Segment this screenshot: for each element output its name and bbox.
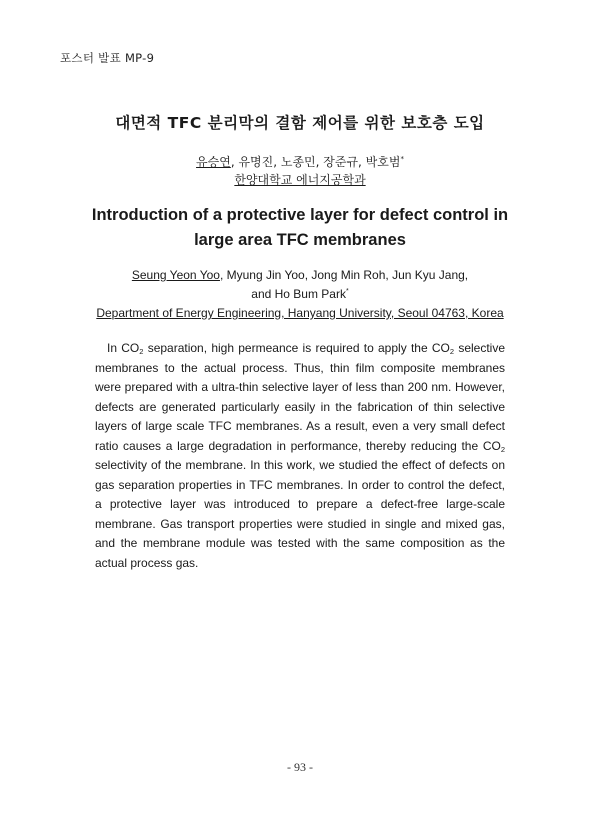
korean-presenting-author: 유승연: [196, 155, 231, 169]
english-author-line-2: [0, 285, 600, 304]
korean-coauthors: , 유명진, 노종민, 장준규, 박호범: [230, 155, 401, 169]
korean-affiliation: [0, 171, 600, 189]
abstract-text-4: selectivity of the membrane. In this work, we studied the effect of defects on gas separation properties in TFC membranes. In order to control the defect, a protective layer was introduced to prepare a defect-free large-scale membrane. Gas transport properties were studied in single and mixed gas, and the membrane module was tested with the same composition as the actual process gas.: [95, 458, 505, 570]
korean-corresponding-mark: *: [400, 155, 404, 163]
english-title-line-2: large area TFC membranes: [194, 231, 406, 249]
english-title: [0, 203, 600, 253]
korean-authors-block: [0, 153, 600, 189]
english-corresponding-mark: *: [345, 288, 349, 295]
english-affiliation-text: Department of Energy Engineering, Hanyang University, Seoul 04763, Korea: [96, 306, 504, 320]
page-number: - 93 -: [287, 760, 313, 774]
english-authors-block: [0, 266, 600, 323]
abstract-text-3: selective membranes to the actual process. Thus, thin film composite membranes were prepared with a ultra-thin selective layer of less than 200 nm. However, defects are generated particularly easily in the fabrication of thin selective layers of large scale TFC membranes. As a result, even a very small defect ratio causes a large degradation in performance, thereby reducing the CO: [95, 341, 506, 453]
english-author-line-1: [0, 266, 600, 285]
korean-title: 대면적 TFC 분리막의 결함 제어를 위한 보호층 도입: [115, 114, 485, 132]
english-title-line-1: Introduction of a protective layer for defect control in: [91, 206, 509, 224]
session-tag: 포스터 발표 MP-9: [60, 51, 155, 65]
korean-affiliation-text: 한양대학교 에너지공학과: [234, 173, 366, 187]
abstract-text-1: In CO: [107, 341, 140, 355]
english-coauthors-1: , Myung Jin Yoo, Jong Min Roh, Jun Kyu Jang,: [219, 268, 469, 282]
co2-subscript: 2: [449, 347, 455, 356]
co2-subscript: 2: [139, 347, 144, 356]
english-coauthors-2: and Ho Bum Park: [251, 287, 346, 301]
korean-author-line: [0, 153, 600, 171]
abstract: [95, 339, 505, 573]
english-presenting-author: Seung Yeon Yoo: [131, 268, 220, 282]
abstract-paragraph: [95, 339, 505, 573]
co2-subscript: 2: [500, 444, 505, 454]
english-affiliation: [0, 304, 600, 323]
abstract-text-2: separation, high permeance is required to apply the CO: [143, 341, 450, 355]
